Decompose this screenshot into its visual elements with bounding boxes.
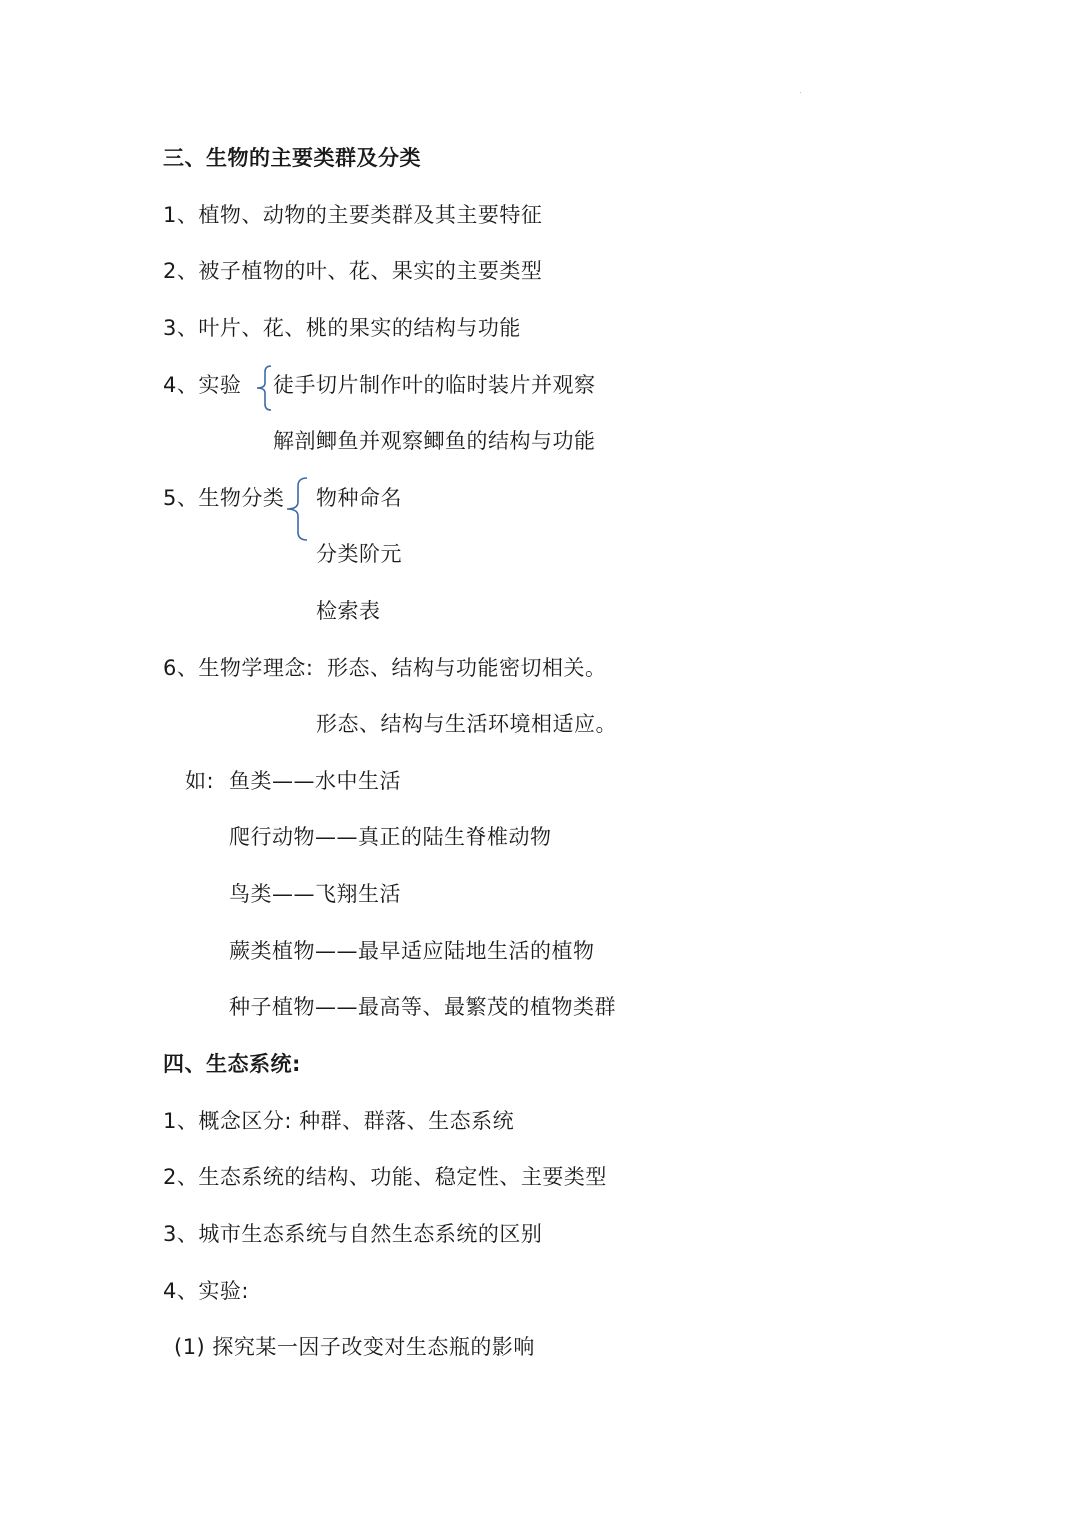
examples-prefix: 如: bbox=[185, 769, 215, 793]
experiment-brace bbox=[254, 364, 274, 412]
section4-item-4: 4、实验: bbox=[163, 1279, 249, 1303]
section3-item-2: 2、被子植物的叶、花、果实的主要类型 bbox=[163, 259, 543, 283]
experiment-sub-2: 解剖鲫鱼并观察鲫鱼的结构与功能 bbox=[273, 429, 596, 453]
section4-item-3: 3、城市生态系统与自然生态系统的区别 bbox=[163, 1222, 543, 1246]
classification-brace bbox=[284, 476, 310, 542]
example-1: 鱼类——水中生活 bbox=[229, 769, 401, 793]
section3-item-6-label: 6、生物学理念: bbox=[163, 656, 314, 680]
classification-sub-2: 分类阶元 bbox=[316, 542, 402, 566]
classification-sub-3: 检索表 bbox=[316, 599, 381, 623]
experiment-sub-1: 徒手切片制作叶的临时装片并观察 bbox=[273, 373, 596, 397]
section4-item-4-sub-1: (1) 探究某一因子改变对生态瓶的影响 bbox=[174, 1335, 535, 1359]
example-5: 种子植物——最高等、最繁茂的植物类群 bbox=[229, 995, 616, 1019]
stray-mark bbox=[800, 92, 801, 93]
section3-item-4-label: 4、实验 bbox=[163, 373, 242, 397]
classification-sub-1: 物种命名 bbox=[316, 486, 402, 510]
example-3: 鸟类——飞翔生活 bbox=[229, 882, 401, 906]
example-2: 爬行动物——真正的陆生脊椎动物 bbox=[229, 825, 552, 849]
concept-line-1: 形态、结构与功能密切相关。 bbox=[327, 656, 607, 680]
section4-item-2: 2、生态系统的结构、功能、稳定性、主要类型 bbox=[163, 1165, 607, 1189]
section3-heading: 三、生物的主要类群及分类 bbox=[163, 146, 421, 170]
section3-item-3: 3、叶片、花、桃的果实的结构与功能 bbox=[163, 316, 521, 340]
section4-heading: 四、生态系统: bbox=[163, 1052, 301, 1076]
section4-item-1: 1、概念区分: 种群、群落、生态系统 bbox=[163, 1109, 515, 1133]
section3-item-5-label: 5、生物分类 bbox=[163, 486, 285, 510]
concept-line-2: 形态、结构与生活环境相适应。 bbox=[316, 712, 617, 736]
section3-item-1: 1、植物、动物的主要类群及其主要特征 bbox=[163, 203, 543, 227]
example-4: 蕨类植物——最早适应陆地生活的植物 bbox=[229, 939, 595, 963]
